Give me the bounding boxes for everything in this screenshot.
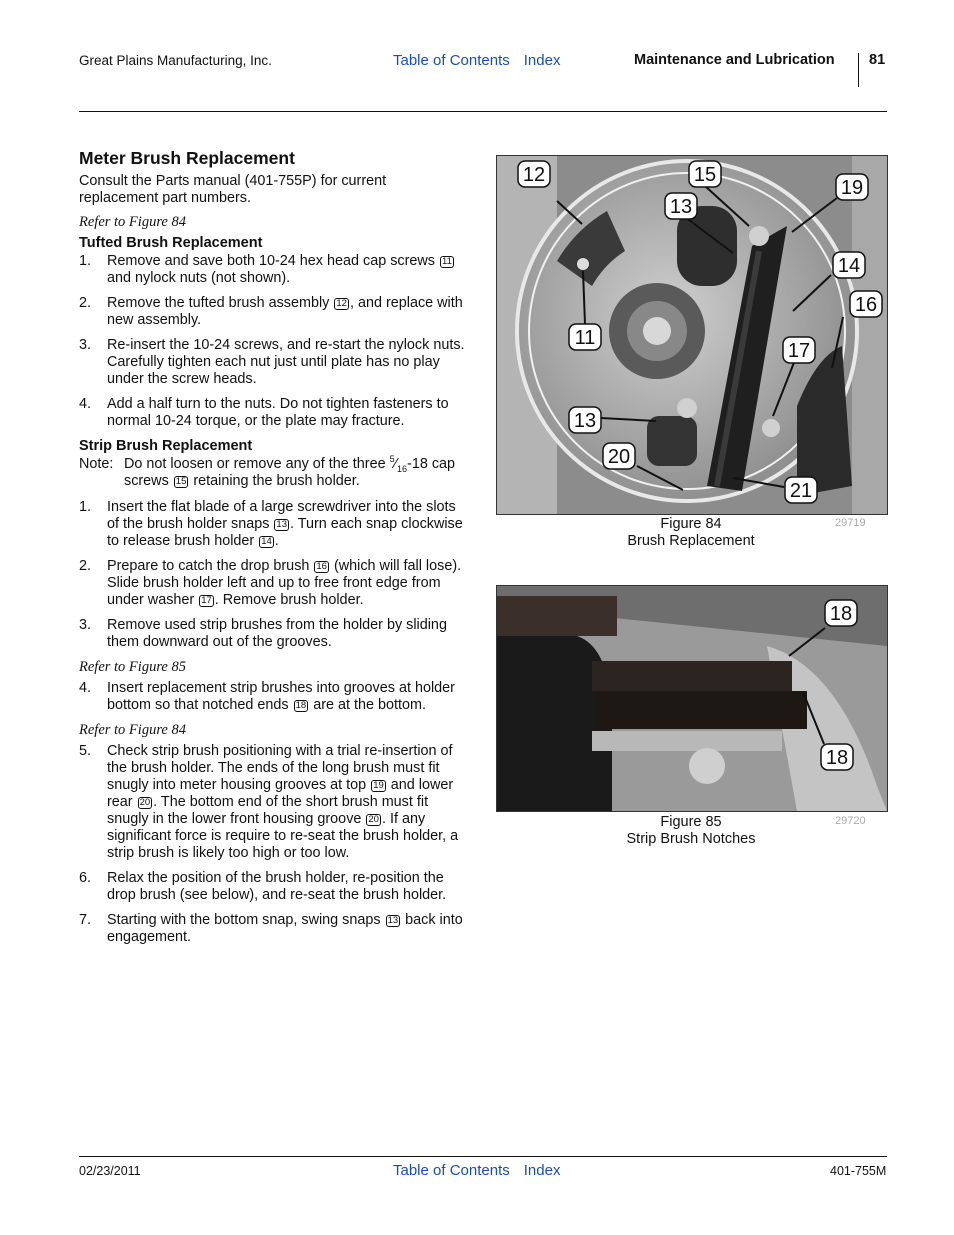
intro-paragraph: Consult the Parts manual (401-755P) for current replacement part numbers.	[79, 173, 387, 206]
strip-brush-notches-illustration	[497, 586, 887, 811]
header-divider	[858, 53, 859, 87]
step-text: Starting with the bottom snap, swing snaps	[107, 912, 381, 928]
list-item	[79, 558, 469, 609]
list-item	[79, 396, 469, 430]
list-item	[79, 743, 469, 862]
step-number: 4.	[79, 680, 92, 696]
step-text: Prepare to catch the drop brush	[107, 558, 310, 574]
callout-13: 13	[387, 915, 399, 926]
fig84-label-14: 14	[837, 255, 861, 277]
footer-toc-link[interactable]: Table of Contents	[393, 1162, 510, 1179]
page-number: 81	[869, 52, 886, 68]
step-number: 4.	[79, 396, 92, 412]
brush-replacement-illustration	[497, 156, 887, 514]
step-number: 6.	[79, 870, 92, 886]
step-text: . Remove brush holder.	[214, 592, 364, 608]
figure-84-title: Brush Replacement	[627, 533, 755, 549]
step-text: . If any significant force is require to re-seat the brush holder, a strip brush is likely too high or too low.	[107, 811, 459, 861]
list-item	[79, 617, 469, 651]
figure-85-title: Strip Brush Notches	[626, 831, 756, 847]
text-column	[79, 150, 469, 954]
callout-19: 19	[373, 780, 384, 791]
figure-84-id: 29719	[835, 517, 866, 529]
list-item	[79, 253, 469, 287]
footer-rule	[79, 1156, 887, 1157]
step-text: Insert replacement strip brushes into grooves at holder bottom so that notched ends	[107, 680, 455, 713]
step-text: Add a half turn to the nuts. Do not tighten fasteners to normal 10-24 torque, or the plate may fracture.	[107, 396, 449, 429]
callout-20: 20	[368, 814, 379, 825]
fig84-label-12: 12	[522, 164, 546, 186]
figure-85-id: 29720	[835, 815, 866, 827]
strip-note: Note: Do not loosen or remove any of the three $^5⁄_{16}-18$ cap screws 15 retaining the brush holder.	[79, 454, 456, 489]
step-number: 2.	[79, 558, 92, 574]
fraction-numerator: 5	[389, 454, 395, 465]
step-text: Remove and save both 10-24 hex head cap screws	[107, 253, 435, 269]
callout-17: 17	[201, 595, 212, 606]
note-text: retaining the brush holder.	[193, 473, 360, 489]
list-item	[79, 295, 469, 329]
figure-84-caption	[496, 516, 886, 550]
figure-85-image	[496, 585, 888, 812]
footer-index-link[interactable]: Index	[523, 1162, 561, 1179]
list-item	[79, 680, 469, 714]
strip-steps-b	[79, 680, 469, 714]
figure-85-number: Figure 85	[660, 814, 722, 830]
step-text: Remove the tufted brush assembly	[107, 295, 330, 311]
step-text: Insert the flat blade of a large screwdriver into the slots of the brush holder snaps	[107, 499, 456, 532]
step-number: 3.	[79, 337, 92, 353]
callout-13: 13	[276, 519, 287, 530]
company-name: Great Plains Manufacturing, Inc.	[79, 53, 272, 68]
tufted-heading: Tufted Brush Replacement	[79, 235, 263, 251]
note-label: Note:	[79, 456, 114, 472]
fig84-label-19: 19	[840, 177, 864, 199]
header-rule	[79, 111, 887, 112]
fig84-label-15: 15	[693, 164, 717, 186]
footer-doc-number: 401-755M	[830, 1164, 887, 1178]
figure-reference: Refer to Figure 85	[79, 659, 186, 675]
callout-18: 18	[295, 700, 307, 711]
step-text: . Turn each snap clockwise to release brush holder	[107, 516, 463, 549]
figure-reference: Refer to Figure 84	[79, 722, 186, 738]
note-text: -18 cap screws	[124, 456, 456, 489]
fig84-label-17: 17	[787, 340, 811, 362]
figure-85-caption	[496, 814, 886, 848]
step-text: and lower rear	[107, 777, 454, 810]
page-title: Meter Brush Replacement	[79, 148, 295, 168]
figure-84-image	[496, 155, 888, 515]
callout-15: 15	[175, 476, 187, 487]
fig85-label-18a: 18	[829, 603, 853, 625]
tufted-steps	[79, 253, 469, 430]
fig84-label-11: 11	[574, 327, 596, 349]
callout-11: 11	[441, 256, 452, 267]
strip-heading: Strip Brush Replacement	[79, 438, 253, 454]
step-number: 3.	[79, 617, 92, 633]
footer-date: 02/23/2011	[79, 1164, 141, 1178]
callout-20: 20	[139, 797, 151, 808]
step-number: 1.	[79, 253, 92, 269]
list-item	[79, 912, 469, 946]
step-text: are at the bottom.	[313, 697, 426, 713]
list-item	[79, 870, 469, 904]
step-number: 7.	[79, 912, 92, 928]
strip-steps-a	[79, 499, 469, 651]
list-item	[79, 499, 469, 550]
fig84-label-13b: 13	[573, 410, 597, 432]
header-index-link[interactable]: Index	[523, 52, 561, 69]
step-text: , and replace with new assembly.	[107, 295, 463, 328]
step-text: Remove used strip brushes from the holder by sliding them downward out of the grooves.	[107, 617, 447, 650]
step-text: . The bottom end of the short brush must fit snugly in the lower front housing groove	[107, 794, 429, 827]
note-text: Do not loosen or remove any of the three	[124, 456, 386, 472]
step-text: (which will fall lose). Slide brush holder left and up to free front edge from under washer	[107, 558, 462, 608]
callout-14: 14	[261, 536, 272, 547]
step-text: .	[274, 533, 279, 549]
step-text: and nylock nuts (not shown).	[107, 270, 291, 286]
step-number: 1.	[79, 499, 92, 515]
callout-16: 16	[316, 561, 327, 572]
fig84-label-20: 20	[607, 446, 631, 468]
footer-nav	[393, 1162, 574, 1179]
step-text: Re-insert the 10-24 screws, and re-start the nylock nuts. Carefully tighten each nut just until plate has no play under the screw heads.	[107, 337, 465, 387]
fig85-label-18b: 18	[825, 747, 849, 769]
fig84-label-21: 21	[789, 480, 813, 502]
strip-steps-c	[79, 743, 469, 946]
figure-84-number: Figure 84	[660, 516, 722, 532]
fraction-denominator: 16	[397, 463, 408, 474]
fig84-label-16: 16	[854, 294, 878, 316]
header-toc-link[interactable]: Table of Contents	[393, 52, 510, 69]
callout-12: 12	[336, 298, 347, 309]
step-text: Check strip brush positioning with a trial re-insertion of the brush holder. The ends of the long brush must fit snugly into meter housing grooves at top	[107, 743, 453, 793]
fig84-label-13a: 13	[669, 196, 693, 218]
step-text: Relax the position of the brush holder, re-position the drop brush (see below), and re-seat the brush holder.	[107, 870, 447, 903]
step-number: 2.	[79, 295, 92, 311]
list-item	[79, 337, 469, 388]
section-title: Maintenance and Lubrication	[634, 52, 835, 68]
header-nav	[393, 52, 574, 69]
step-number: 5.	[79, 743, 92, 759]
step-text: back into engagement.	[107, 912, 463, 945]
figure-reference: Refer to Figure 84	[79, 214, 186, 230]
